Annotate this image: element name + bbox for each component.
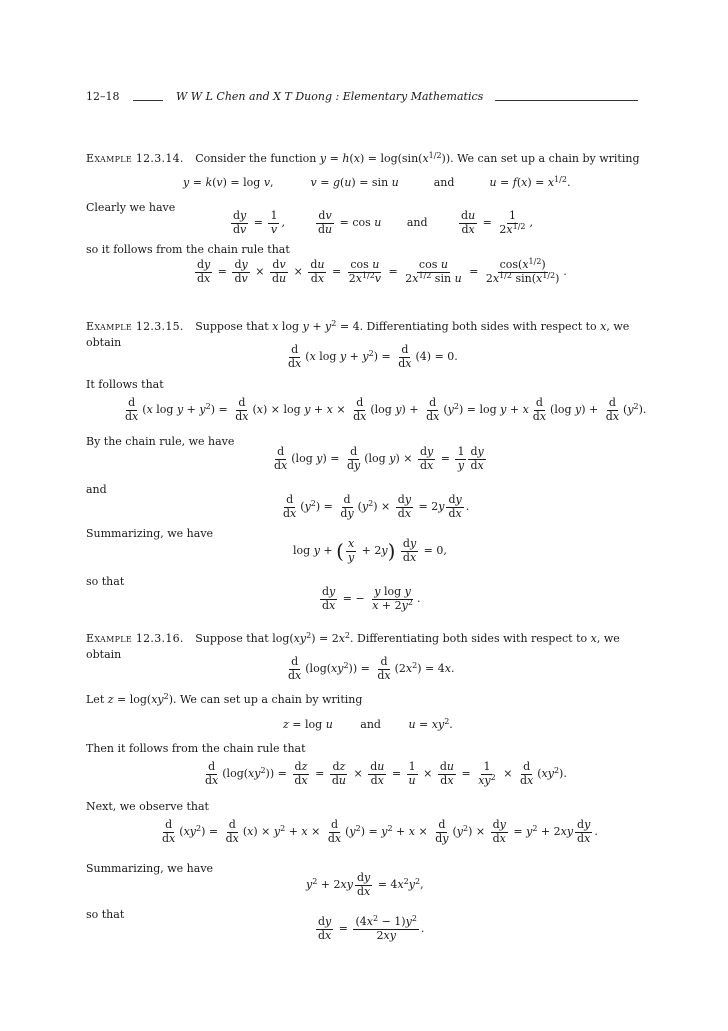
example-12-3-16-intro xyxy=(86,632,620,646)
equation-chain-rule-16: $\frac{d}{dx}$ $(\log(xy^2))$ = $\frac{dz}{dx}$ = $\frac{dz}{du}$ × $\frac{du}{dx}$ = $\frac{1}{u}$ × $\frac{du}{dx}$ = $\frac{1}{xy^2}$ × $\frac{d}{dx}$ $(xy^2)$. xyxy=(205,760,567,787)
text-summarizing: Summarizing, we have xyxy=(86,527,214,540)
equation-chain-14: y = k(v) = log v, v = g(u) = sin u and $u = f(x) = x^{1/2}$. xyxy=(183,175,571,189)
word-and: and xyxy=(433,176,455,189)
text-so-it-follows: so it follows from the chain rule that xyxy=(86,243,290,256)
text-obtain: obtain xyxy=(86,648,122,661)
text-clearly: Clearly we have xyxy=(86,201,176,214)
example-intro-text: Consider the function $y = h(x) = \log(\sin(x^{1/2}))$. We can set up a chain by writing xyxy=(195,151,640,165)
text-then: Then it follows from the chain rule that xyxy=(86,742,306,755)
equation-differentiate-15: $\frac{d}{dx}$ (x $\log y + y^2$) = $\frac{d}{dx}$ (4) = 0. xyxy=(288,343,458,370)
equation-derivatives-14: $\frac{dy}{dv}$ = $\frac{1}{v}$ , $\frac{dv}{du}$ = cos u and $\frac{du}{dx}$ = $\frac{1}{2x^{1/2}}$ , xyxy=(233,209,533,236)
example-label: Example 12.3.14. xyxy=(86,152,184,165)
text-let-z: Let $z = \log(xy^2)$. We can set up a chain by writing xyxy=(86,692,363,706)
example-label: Example 12.3.15. xyxy=(86,320,184,333)
text-so-that: so that xyxy=(86,908,125,921)
example-12-3-14-intro xyxy=(86,152,640,166)
equation-chain-rule-14: $\frac{dy}{dx}$ = $\frac{dy}{dv}$ × $\frac{dv}{du}$ × $\frac{du}{dx}$ = $\frac{\text{cos u}}{2x^{1/2}v}$ = $\frac{\text{cos u}}{2x^{1/2} \sin u}$ = $\frac{\cos(x^{1/2})}{2x^{1/2} \sin(x^{1/2})}$ . xyxy=(197,257,567,285)
equation-chain-square-15: $\frac{d}{dx}$ $(y^2)$ = $\frac{d}{dy}$ $(y^2)$ × $\frac{dy}{dx}$ = 2y $\frac{dy}{dx}$ . xyxy=(283,493,470,520)
text-so-that: so that xyxy=(86,575,125,588)
text-by-chain-rule: By the chain rule, we have xyxy=(86,435,235,448)
example-12-3-15-intro xyxy=(86,320,629,334)
text-it-follows: It follows that xyxy=(86,378,164,391)
running-header xyxy=(86,90,640,106)
header-rule-right xyxy=(495,100,638,101)
example-label: Example 12.3.16. xyxy=(86,632,184,645)
equation-chain-16: z = log u and $u = xy^2$. xyxy=(283,717,453,731)
equation-product-16: $\frac{d}{dx}$ $(xy^2)$ = $\frac{d}{dx}$ $(x) \times y^2 + x$ × $\frac{d}{dx}$ $(y^2) = y^2 + x$ × $\frac{d}{dy}$ $(y^2)$ × $\frac{dy}{dx}$ = $y^2 + 2xy$ $\frac{dy}{dx}$ . xyxy=(162,818,598,845)
equation-chain-log-15: $\frac{d}{dx}$ (log y) = $\frac{d}{dy}$ (log y) × $\frac{dy}{dx}$ = $\frac{1}{y}$ $\frac{dy}{dx}$ xyxy=(274,445,484,472)
text-obtain: obtain xyxy=(86,336,122,349)
equation-product-rule-15: $\frac{d}{dx}$ (x $\log y + y^2$) = $\frac{d}{dx}$ (x) × log y + x × $\frac{d}{dx}$ (log y) + $\frac{d}{dx}$ $(y^2) = \log y + x$ $\frac{d}{dx}$ (log y) + $\frac{d}{dx}$ $(y^2)$. xyxy=(125,396,647,423)
equation-summary-16: $y^2 + 2xy$ $\frac{dy}{dx}$ = $4x^2y^2$, xyxy=(306,871,424,898)
running-title: W W L Chen and X T Duong : Elementary Mathematics xyxy=(176,90,484,103)
equation-summary-15: log y + ( $\frac{x}{y}$ + 2y) $\frac{dy}{dx}$ = 0, xyxy=(293,537,447,564)
example-intro-text: Suppose that $\log(xy^2) = 2x^2$. Differentiating both sides with respect to x, we xyxy=(195,631,620,645)
equation-differentiate-16: $\frac{d}{dx}$ $(\log(xy^2))$ = $\frac{d}{dx}$ $(2x^2) = 4x$. xyxy=(288,655,455,682)
example-intro-text: Suppose that x $\log y + y^2 = 4$. Differentiating both sides with respect to x, we xyxy=(195,319,630,333)
equation-result-15: $\frac{dy}{dx}$ = − $\frac{\text{y log y}}{x + 2y^2}$ . xyxy=(322,585,421,612)
header-rule-left xyxy=(133,100,163,101)
text-and: and xyxy=(86,483,107,496)
text-summarizing: Summarizing, we have xyxy=(86,862,214,875)
equation-result-16: $\frac{dy}{dx}$ = $\frac{(4x^2 - 1)y^2}{2xy}$ . xyxy=(318,914,425,942)
text-next: Next, we observe that xyxy=(86,800,209,813)
page-number: 12–18 xyxy=(86,90,120,103)
